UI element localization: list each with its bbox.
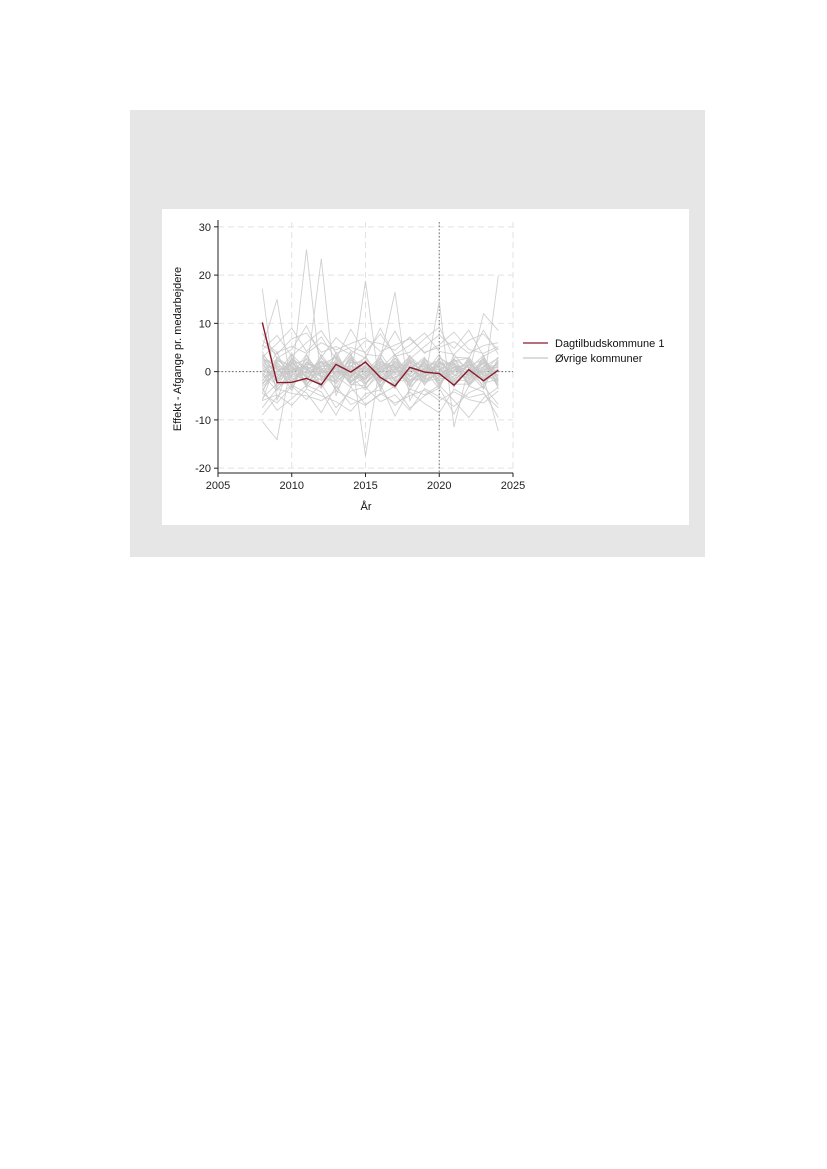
grid	[218, 222, 513, 473]
line-chart	[162, 209, 689, 525]
axes	[195, 220, 525, 492]
y-tick-label: -10	[195, 414, 211, 427]
y-tick-label: 0	[204, 366, 211, 379]
y-axis-title: Effekt - Afgange pr. medarbejdere	[172, 266, 184, 432]
x-tick-label: 2020	[427, 480, 452, 492]
chart-area	[162, 209, 689, 525]
x-tick-label: 2015	[353, 480, 378, 492]
x-tick-label: 2010	[279, 480, 304, 492]
legend	[523, 338, 664, 365]
y-tick-label: 30	[198, 221, 211, 234]
x-tick-label: 2025	[500, 480, 526, 492]
x-axis-title: År	[360, 501, 372, 513]
y-tick-label: 20	[198, 270, 211, 283]
y-tick-label: 10	[198, 318, 211, 331]
y-tick-label: -20	[195, 463, 211, 476]
series-ovrige-kommuner	[262, 250, 498, 457]
x-tick-label: 2005	[205, 480, 231, 492]
legend-label-dagtilbudskommune-1: Dagtilbudskommune 1	[555, 338, 665, 350]
legend-label-ovrige-kommuner: Øvrige kommuner	[555, 353, 643, 365]
